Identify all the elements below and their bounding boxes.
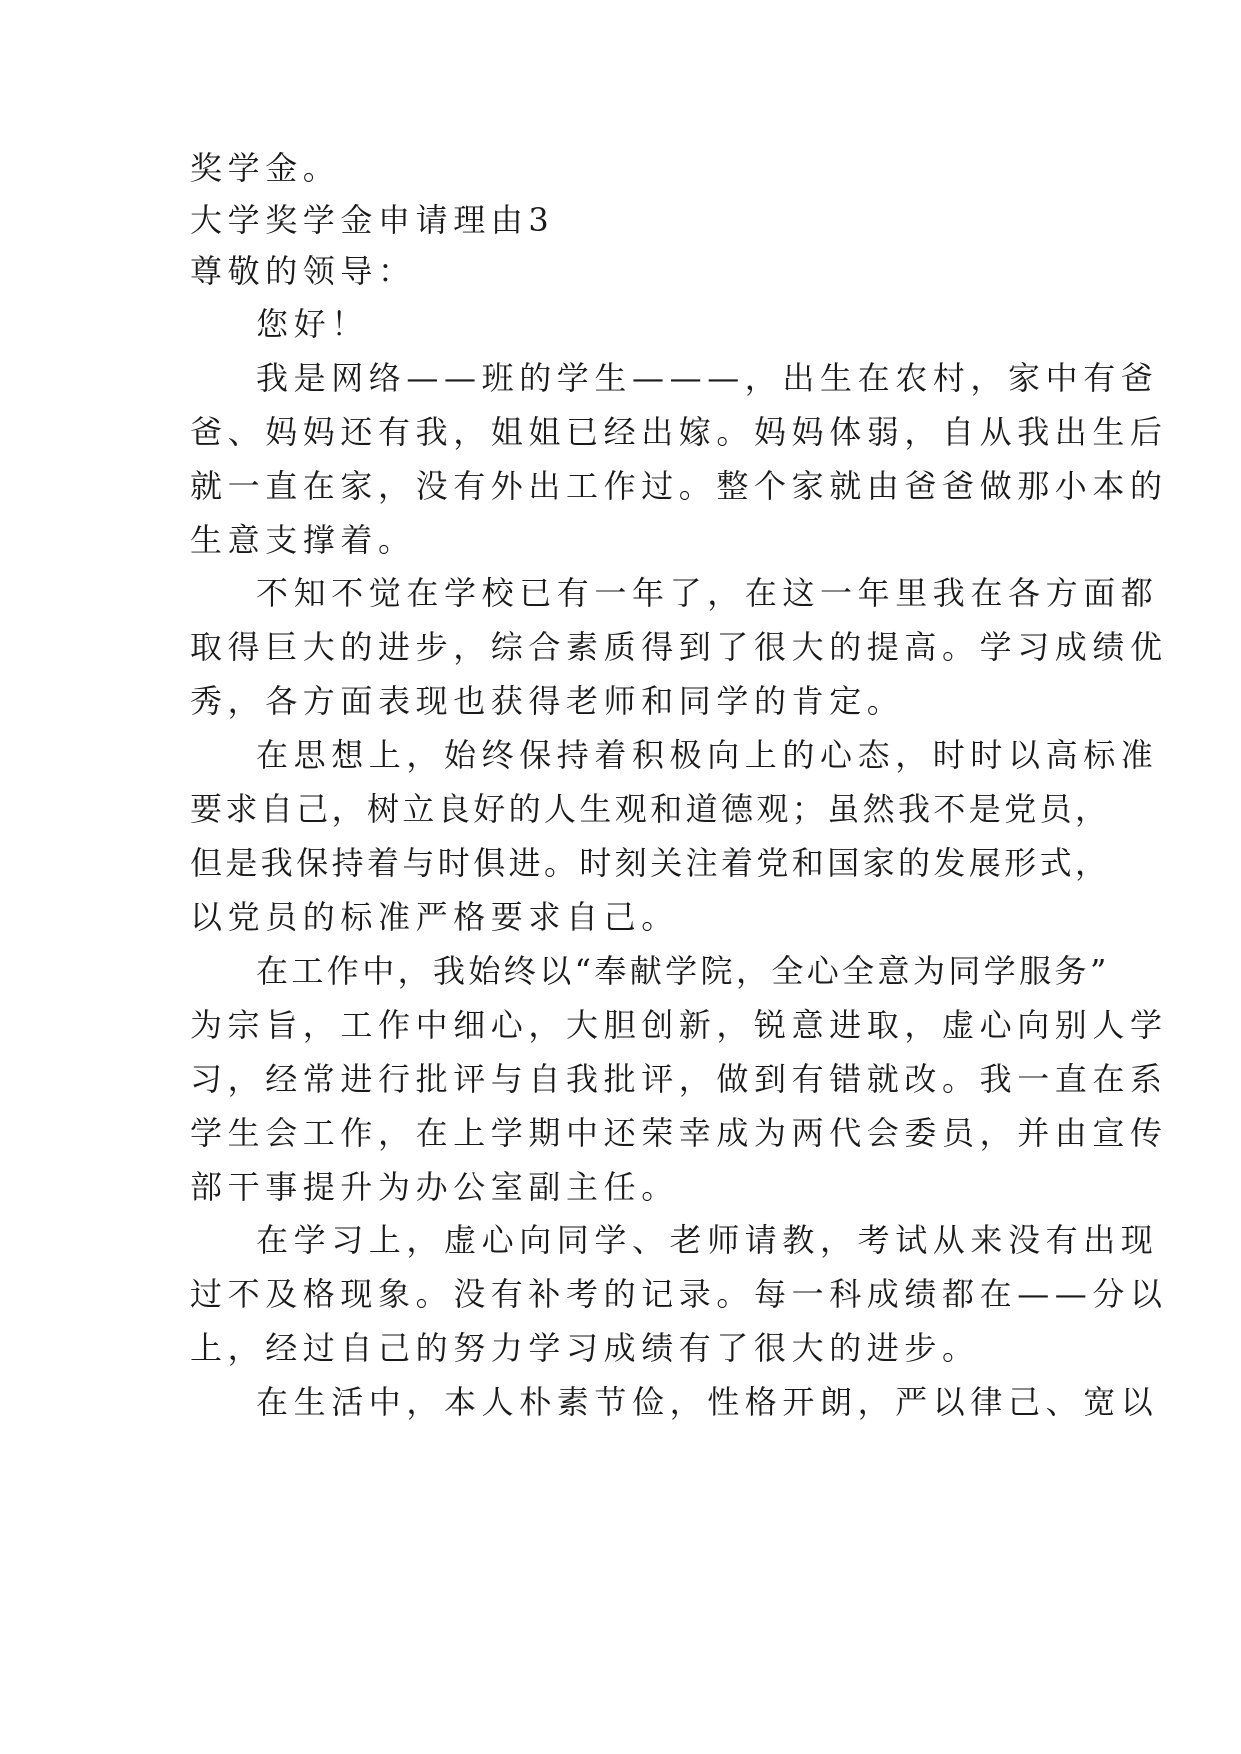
text-line: 秀，各方面表现也获得老师和同学的肯定。 (190, 682, 905, 720)
text-line: 在工作中，我始终以“奉献学院，全心全意为同学服务” (256, 952, 1110, 990)
text-line: 爸、妈妈还有我，姐姐已经出嫁。妈妈体弱，自从我出生后 (190, 413, 1168, 451)
text-line: 取得巨大的进步，综合素质得到了很大的提高。学习成绩优 (190, 628, 1168, 666)
text-line: 习，经常进行批评与自我批评，做到有错就改。我一直在系 (190, 1060, 1168, 1098)
text-line: 不知不觉在学校已有一年了，在这一年里我在各方面都 (256, 574, 1159, 612)
section-heading: 大学奖学金申请理由3 (190, 201, 555, 239)
text-line: 学生会工作，在上学期中还荣幸成为两代会委员，并由宣传 (190, 1114, 1168, 1152)
text-line: 要求自己，树立良好的人生观和道德观；虽然我不是党员， (190, 790, 1111, 828)
text-line: 在思想上，始终保持着积极向上的心态，时时以高标准 (256, 736, 1159, 774)
text-line: 就一直在家，没有外出工作过。整个家就由爸爸做那小本的 (190, 467, 1168, 505)
text-line: 在生活中，本人朴素节俭，性格开朗，严以律己、宽以 (256, 1383, 1159, 1421)
text-line: 上，经过自己的努力学习成绩有了很大的进步。 (190, 1329, 980, 1367)
text-line: 奖学金。 (190, 149, 341, 187)
text-line: 但是我保持着与时俱进。时刻关注着党和国家的发展形式， (190, 844, 1111, 882)
text-line: 为宗旨，工作中细心，大胆创新，锐意进取，虚心向别人学 (190, 1006, 1168, 1044)
text-line: 过不及格现象。没有补考的记录。每一科成绩都在——分以 (190, 1275, 1168, 1313)
text-line: 生意支撑着。 (190, 521, 416, 559)
salutation: 尊敬的领导： (190, 252, 416, 290)
greeting: 您好！ (256, 305, 369, 343)
text-line: 我是网络——班的学生———，出生在农村，家中有爸 (256, 359, 1159, 397)
text-line: 在学习上，虚心向同学、老师请教，考试从来没有出现 (256, 1221, 1159, 1259)
text-line: 以党员的标准严格要求自己。 (190, 898, 679, 936)
text-line: 部干事提升为办公室副主任。 (190, 1168, 679, 1206)
